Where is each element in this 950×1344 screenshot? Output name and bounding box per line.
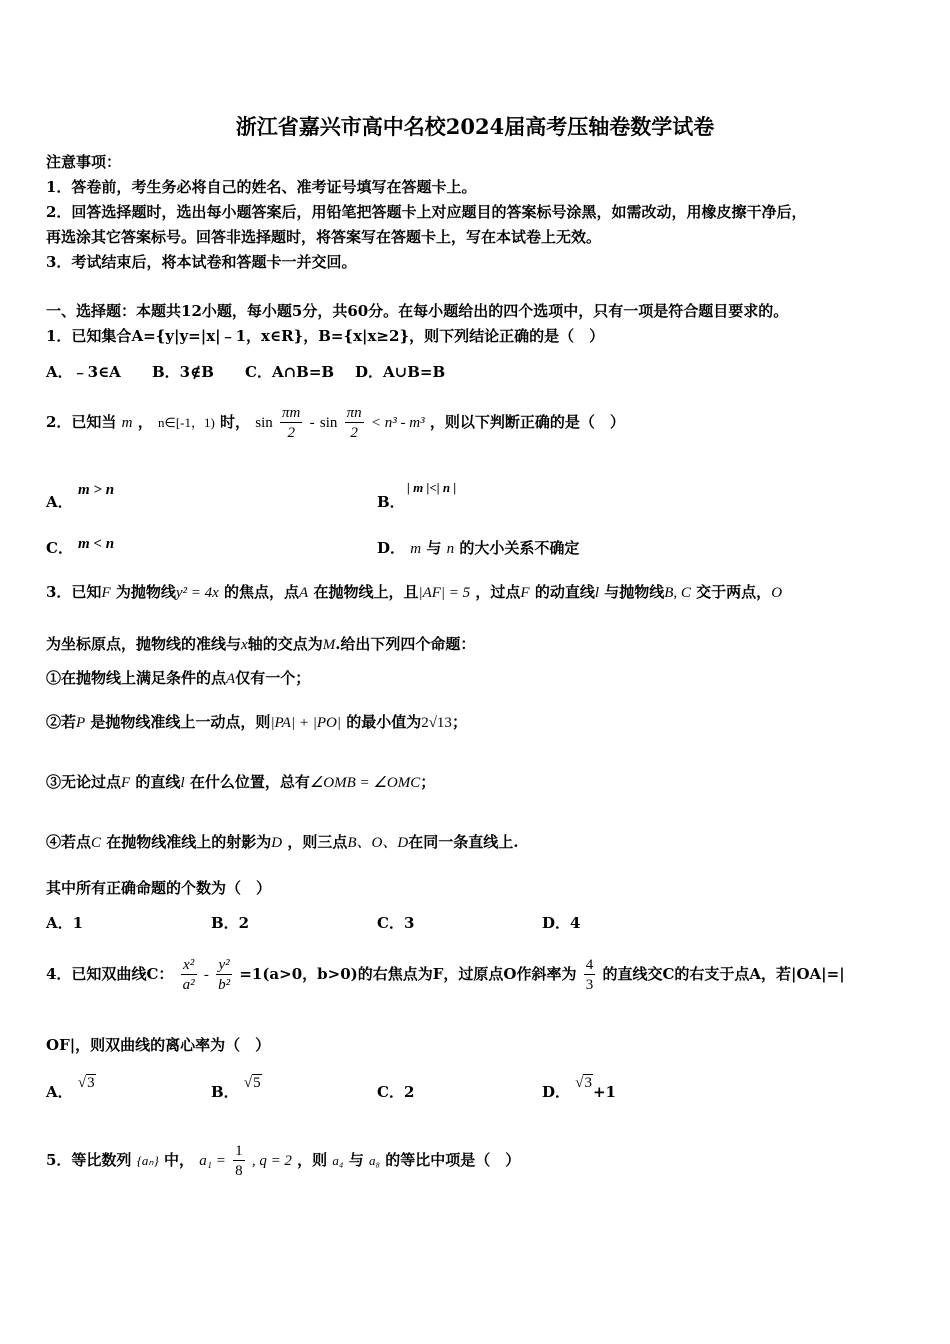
q3-claim-4 [46,832,518,853]
q3-claim-2 [46,712,467,733]
q3-text: 为抛物线 [115,583,176,601]
q5-text: 与 [348,1151,364,1169]
q2-frac-pim [280,404,302,443]
q2-option-d-mid: 与 [426,539,442,557]
q3-text: 在同一条直线上. [408,833,519,851]
q3-text: ，过点 [475,583,521,601]
q3-text: ，则三点 [287,833,348,851]
q3-text: 仅有一个； [235,669,311,687]
q4-frac-den: a² [182,976,195,993]
q2-var-n: n [446,541,455,557]
q1-option-b: B．3∉B [152,363,214,381]
q4-option-d-radicand: 3 [584,1075,592,1091]
q3-var-o: O [771,585,783,601]
q3-option-d: D．4 [542,914,581,932]
q3-claim-1 [46,668,310,689]
notice-item: 3．考试结束后，将本试卷和答题卡一并交回。 [46,253,357,271]
q2-option-d [377,538,579,559]
q2-inequality-rhs: < n³ - m³ [370,415,425,431]
q5-ratio: , q = 2 [251,1153,292,1169]
question-4-stem [46,954,845,995]
q2-sin-2: sin [319,415,338,431]
q1-option-a: A．﹣3∈A [46,363,121,381]
q2-frac-num: πm [282,404,301,421]
q2-var-m: m [410,541,422,557]
q3-var-l: l [594,585,600,601]
q2-option-d-label: D． [377,539,406,557]
q3-var-f: F [520,585,530,601]
notice-item: 1．答卷前，考生务必将自己的姓名、准考证号填写在答题卡上。 [46,178,477,196]
q5-sequence: {aₙ} [136,1153,159,1168]
notice-item: 再选涂其它答案标号。回答非选择题时，将答案写在答题卡上，写在本试卷上无效。 [46,228,602,246]
q5-text: 的等比中项是（ ） [385,1151,521,1169]
q2-frac-den: 2 [287,424,295,441]
q4-option-a-label: A． [46,1083,73,1101]
q3-text: 在抛物线上，且 [313,583,419,601]
q2-option-a: m > n [78,482,115,498]
q4-frac-num: y² [216,956,232,975]
q4-option-a: A． √3 [46,1075,95,1101]
q5-a8: a₈ [368,1153,380,1168]
q3-text: ①在抛物线上满足条件的点 [46,669,227,687]
q3-var-f: F [101,585,111,601]
q4-option-d-label: D． [542,1083,571,1101]
q3-text: 在抛物线准线上的射影为 [106,833,272,851]
q3-text: 是抛物线准线上一动点，则 [90,713,271,731]
q3-pa-po: |PA| + |PO| [270,715,341,731]
q3-var-p: P [76,715,86,731]
q3-text: 为坐标原点，抛物线的准线与 [46,635,242,653]
q2-prefix: 2．已知当 [46,413,117,431]
q4-slope-num: 4 [585,956,594,973]
q3-text: 的直线 [135,773,181,791]
q3-text: 在什么位置，总有 [189,773,310,791]
q4-text: 4．已知双曲线C： [46,965,174,983]
q4-frac-x [181,956,197,995]
q5-a1: a₁ = [199,1153,226,1169]
q3-text: ； [420,773,436,791]
q3-option-b: B．2 [211,914,250,932]
question-5-stem [46,1137,520,1184]
q2-option-c: m < n [78,536,115,552]
q3-af-eq: |AF| = 5 [418,585,471,601]
q2-suffix: ，则以下判断正确的是（ ） [429,413,625,431]
q4-option-b-radicand: 5 [253,1075,261,1091]
q5-text: ，则 [297,1151,328,1169]
q5-a4: a₄ [332,1153,344,1168]
q4-text: =1(a>0，b>0)的右焦点为F，过原点O作斜率为 [239,965,577,983]
q2-option-a-label: A． [46,493,73,511]
q2-frac-den: 2 [350,424,358,441]
q3-var-m: M [322,637,336,653]
q1-option-c: C．A∩B=B [245,363,335,381]
q2-option-b: | m |<| n | [407,480,457,495]
q4-option-b: B． √5 [211,1075,261,1101]
q4-frac-num: x² [181,956,197,975]
q3-var-f: F [121,775,131,791]
q3-text: 的动直线 [534,583,595,601]
q5-frac-den: 8 [235,1162,243,1179]
q3-var-a: A [226,671,236,687]
q3-var-l: l [180,775,185,791]
q4-option-a-radicand: 3 [87,1075,95,1091]
q4-frac-den: b² [218,976,231,993]
q2-when: 时， [220,413,251,431]
q1-option-d: D．A∪B=B [355,363,446,381]
q2-frac-num: πn [346,404,362,421]
q3-text: ④若点 [46,833,92,851]
q3-option-c: C．3 [377,914,415,932]
q3-angle-eq: ∠OMB = ∠OMC [309,775,421,791]
q4-text: 的直线交C的右支于点A，若|OA|=| [602,965,845,983]
q3-points-bod: B、O、D [347,835,409,851]
q3-text: 3．已知 [46,583,102,601]
notice-item: 2．回答选择题时，选出每小题答案后，用铅笔把答题卡上对应题目的答案标号涂黑，如需改动，用橡皮擦干净后， [46,203,807,221]
q3-text: 的最小值为 [346,713,422,731]
q4-minus: - [203,967,209,983]
q2-option-b-label: B． [377,493,405,511]
q3-var-c: C [91,835,102,851]
q2-option-d-tail: 的大小关系不确定 [459,539,580,557]
question-3-stem [46,582,782,603]
q4-slope [584,956,596,995]
q4-frac-y [216,956,232,995]
q3-text: ②若 [46,713,77,731]
q3-text: 交于两点， [696,583,772,601]
q4-option-d-tail: +1 [592,1083,616,1101]
q3-claim-3 [46,772,435,793]
q3-text: 的焦点，点 [224,583,300,601]
q3-text: .给出下列四个命题： [335,635,476,653]
q5-text: 中， [164,1151,195,1169]
q5-frac [233,1142,245,1181]
q3-parabola-eq: y² = 4x [175,585,219,601]
question-2-stem [46,402,625,443]
q2-range: n∈[-1，1) [158,415,215,430]
page-title: 浙江省嘉兴市高中名校2024届高考压轴卷数学试卷 [235,114,715,139]
q3-var-bc: B, C [664,585,691,601]
q2-sin-1: sin [255,415,273,431]
q2-minus: - [309,415,315,431]
q2-frac-pin [345,404,364,443]
q4-line-2: OF|，则双曲线的离心率为（ ） [46,1036,271,1054]
q4-option-c: C．2 [377,1083,415,1101]
notice-heading: 注意事项： [46,153,122,171]
q2-var-m: m [121,415,133,431]
q2-option-c-label: C． [46,539,73,557]
q3-min-value: 2√13 [421,715,452,731]
q4-slope-den: 3 [585,976,594,993]
section-heading: 一、选择题：本题共12小题，每小题5分，共60分。在每小题给出的四个选项中，只有一项是符合题目要求的。 [46,302,789,320]
q3-line-2 [46,634,475,655]
q3-text: 与抛物线 [604,583,665,601]
q3-option-a: A．1 [46,914,84,932]
q3-var-a: A [299,585,309,601]
q3-text: 轴的交点为 [247,635,323,653]
q4-option-b-label: B． [211,1083,239,1101]
q3-text: ③无论过点 [46,773,122,791]
q3-text: ； [451,713,467,731]
q3-ask: 其中所有正确命题的个数为（ ） [46,879,272,897]
q3-var-d: D [271,835,283,851]
q5-text: 5．等比数列 [46,1151,132,1169]
q5-frac-num: 1 [235,1142,243,1159]
q2-sep: ， [137,413,153,431]
question-1-stem: 1．已知集合A={y|y=|x|﹣1，x∈R}，B={x|x≥2}，则下列结论正确的是（ ） [46,327,605,345]
q3-var-x: x [241,637,248,653]
q4-option-d: D． √3+1 [542,1075,616,1101]
